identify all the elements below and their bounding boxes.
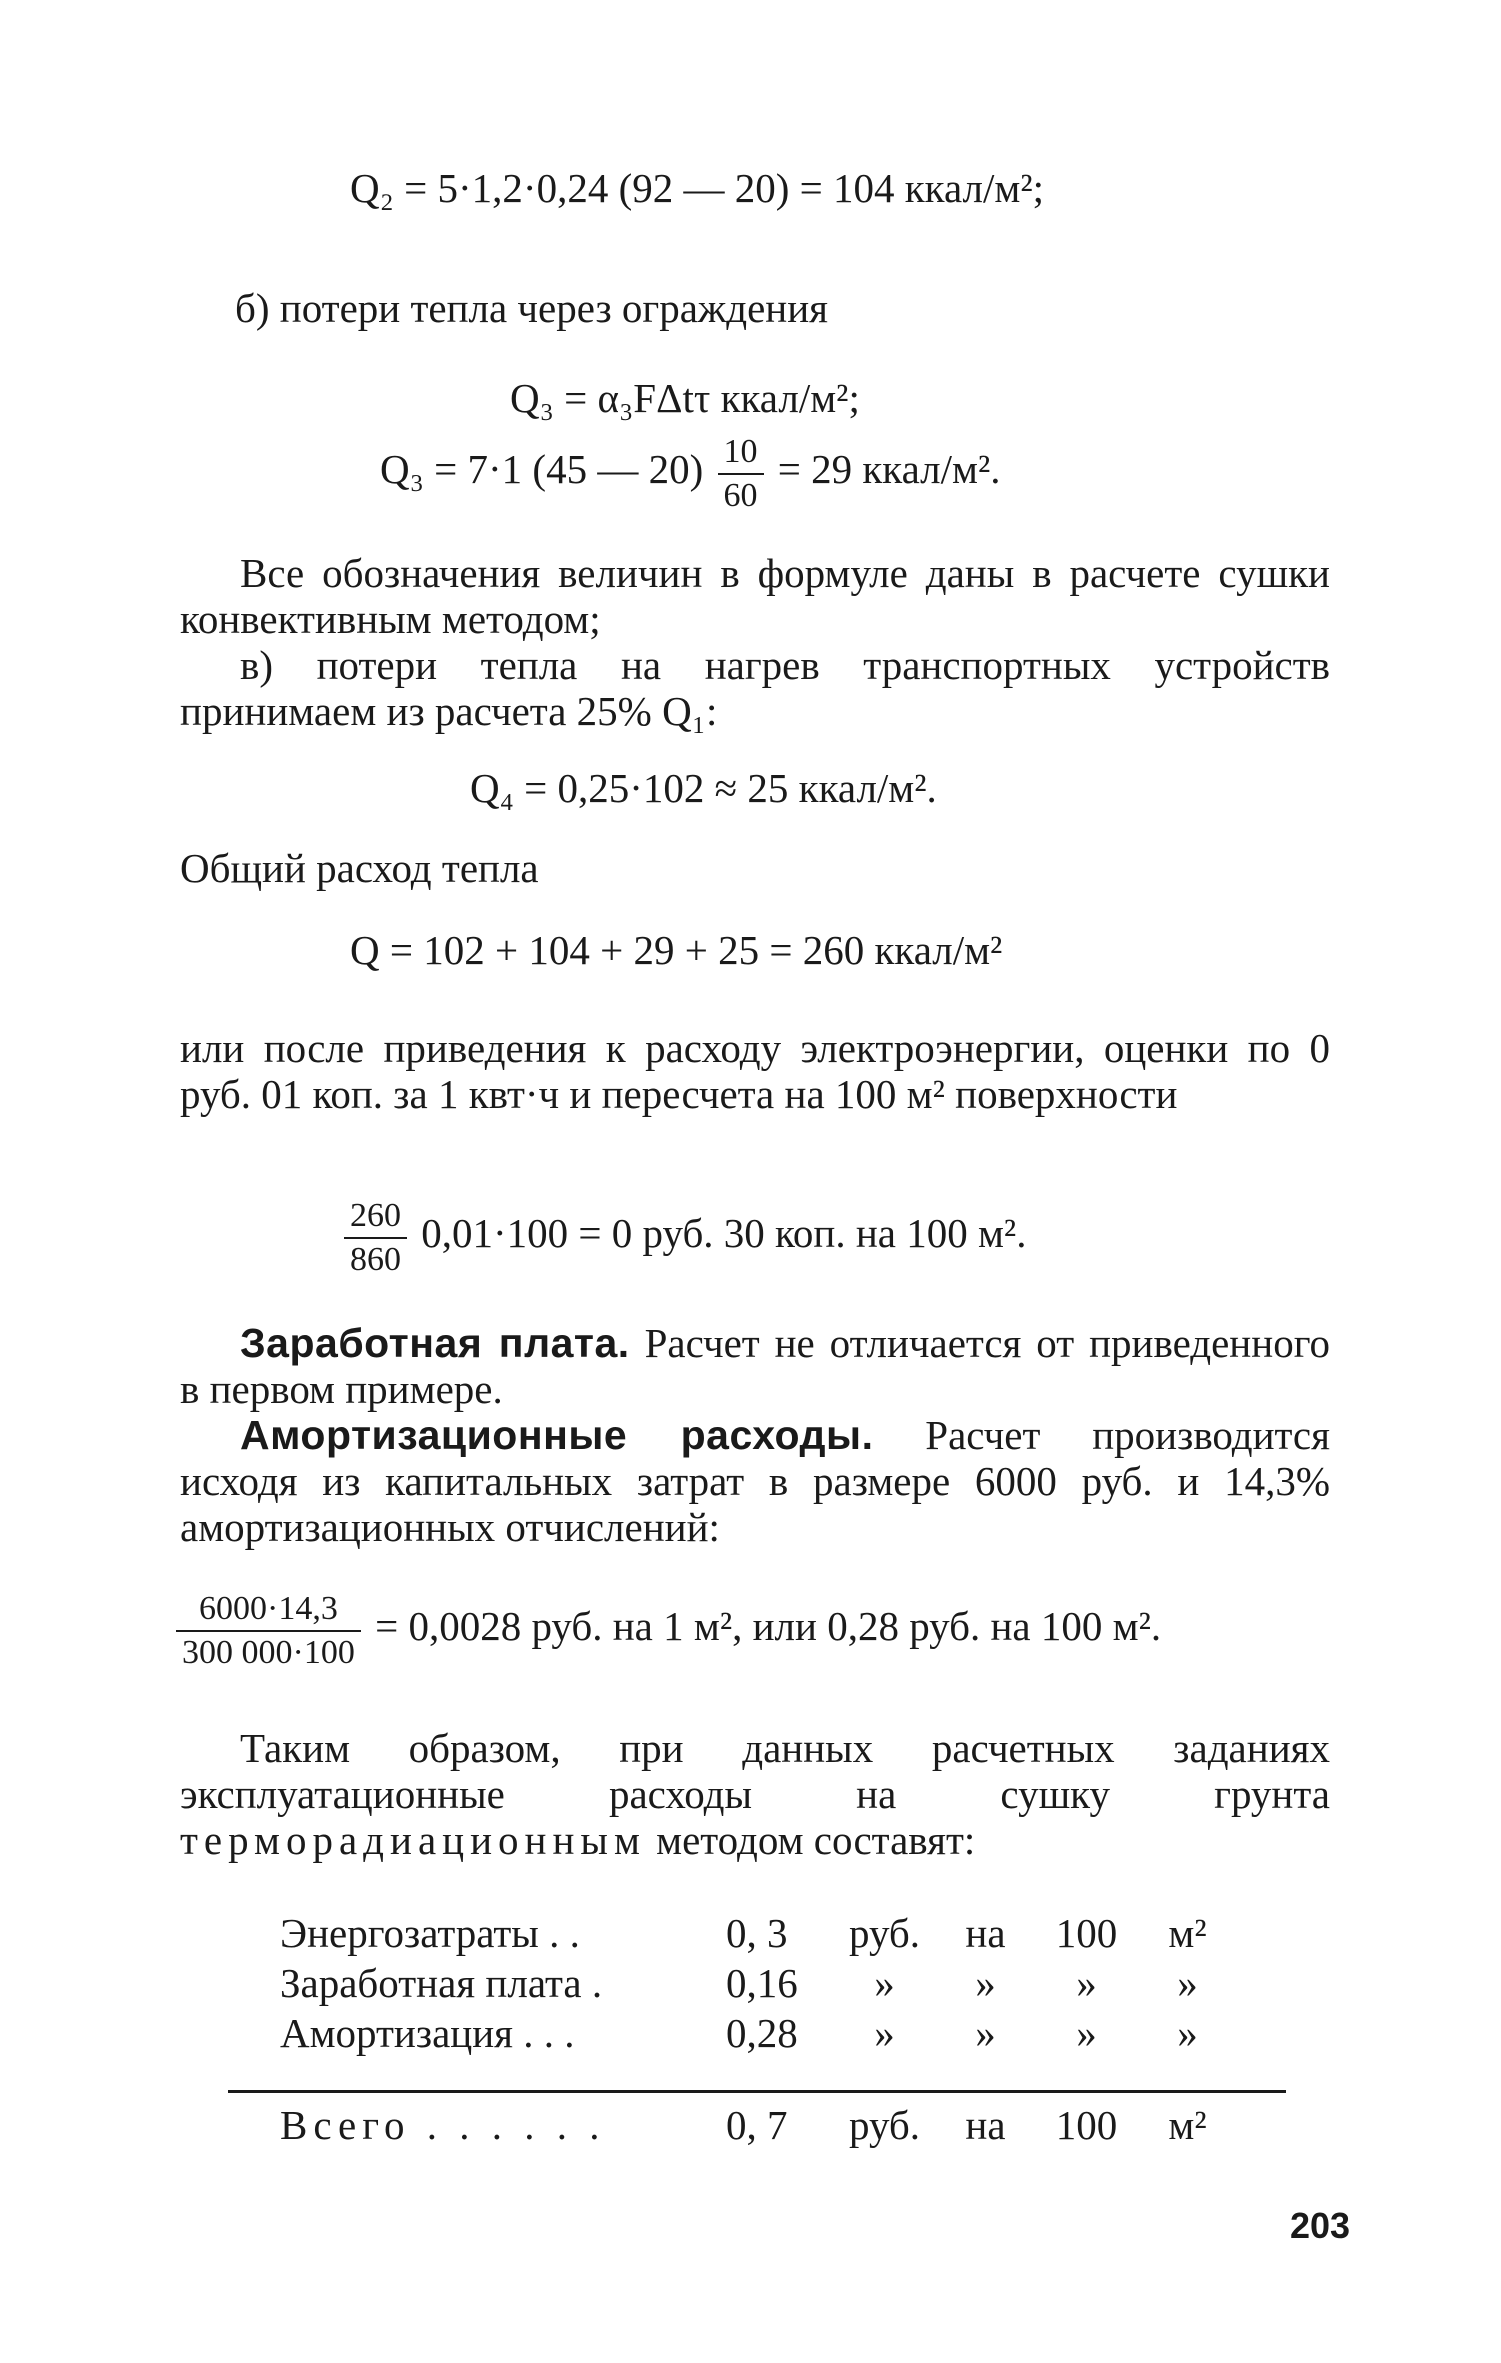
- formula-q-total: Q = 102 + 104 + 29 + 25 = 260 ккал/м²: [350, 927, 1003, 973]
- cost-item-amount: 100: [1055, 1910, 1118, 1956]
- cost-item-per: на: [965, 2102, 1006, 2148]
- cost-item-area: м²: [1168, 2102, 1207, 2148]
- cost-item-value: 0, 3: [726, 1910, 788, 1956]
- item-b-heat-loss-walls: б) потери тепла через ограждения: [235, 285, 829, 331]
- cost-total-row: [270, 2058, 1238, 2150]
- cost-item-area: »: [1177, 1960, 1198, 2006]
- item-v-transport-heat: в) потери тепла на нагрев транспортных устройств принимаем из расчета 25% Q₁:: [180, 642, 1330, 734]
- total-heat-label: Общий расход тепла: [180, 845, 539, 891]
- formula-q3-general: Q₃ = α₃FΔtτ ккал/м²;: [510, 375, 860, 421]
- cost-row: [270, 1958, 1238, 2008]
- cost-row: [270, 1908, 1238, 1958]
- amortization-numerator: 6000·14,3: [176, 1591, 361, 1632]
- cost-item-area: м²: [1168, 1910, 1207, 1956]
- formula-q2: Q₂ = 5·1,2·0,24 (92 — 20) = 104 ккал/м²;: [350, 165, 1045, 211]
- cost-item-unit: руб.: [848, 2102, 921, 2148]
- operating-cost-table: [270, 1908, 1238, 2150]
- cost-item-amount: »: [1076, 2010, 1097, 2056]
- cost-item-per: »: [975, 2010, 996, 2056]
- cost-item-amount: 100: [1055, 2102, 1118, 2148]
- amortization-denominator: 300 000·100: [182, 1633, 355, 1671]
- cost-item-per: на: [965, 1910, 1006, 1956]
- cost-item-unit: руб.: [848, 1910, 921, 1956]
- cost-fraction: [344, 1198, 407, 1278]
- formula-amortization: [172, 1585, 1161, 1671]
- page-number: 203: [1290, 2205, 1351, 2246]
- cost-item-name: Всего . . . . . .: [280, 2102, 606, 2148]
- paragraph-summary: Таким образом, при данных расчетных заданиях эксплуатационные расходы на сушку грунта терморадиационным методом составят:: [180, 1725, 1330, 1863]
- cost-item-unit: »: [874, 2010, 895, 2056]
- summary-method-emphasis: терморадиационным: [180, 1817, 646, 1863]
- wages-heading: Заработная плата.: [240, 1320, 630, 1366]
- cost-item-amount: »: [1076, 1960, 1097, 2006]
- cost-row: [270, 2008, 1238, 2058]
- formula-q3-rhs: = 29 ккал/м².: [777, 446, 1001, 492]
- cost-item-name: Энергозатраты . .: [280, 1910, 580, 1956]
- formula-q3: [380, 428, 1001, 514]
- cost-item-name: Амортизация . . .: [280, 2010, 575, 2056]
- cost-item-value: 0, 7: [726, 2102, 788, 2148]
- cost-item-value: 0,28: [726, 2010, 798, 2056]
- cost-item-value: 0,16: [726, 1960, 798, 2006]
- cost-rhs: 0,01·100 = 0 руб. 30 коп. на 100 м².: [421, 1210, 1027, 1256]
- paragraph-electricity-conversion: или после приведения к расходу электроэнергии, оценки по 0 руб. 01 коп. за 1 квт·ч и пересчета на 100 м² поверхности: [180, 1025, 1330, 1117]
- amortization-rhs: = 0,0028 руб. на 1 м², или 0,28 руб. на 100 м².: [375, 1603, 1162, 1649]
- formula-cost-energy: [340, 1192, 1026, 1278]
- cost-numerator: 260: [344, 1198, 407, 1239]
- paragraph-notation: Все обозначения величин в формуле даны в расчете сушки конвективным методом;: [180, 550, 1330, 642]
- cost-item-per: »: [975, 1960, 996, 2006]
- cost-item-area: »: [1177, 2010, 1198, 2056]
- paragraph-wages: Заработная плата. Расчет не отличается от приведенного в первом примере.: [180, 1320, 1330, 1412]
- formula-q3-numerator: 10: [718, 434, 764, 475]
- amortization-heading: Амортизационные расходы.: [240, 1412, 874, 1458]
- cost-item-unit: »: [874, 1960, 895, 2006]
- formula-q3-denominator: 60: [723, 476, 758, 514]
- cost-item-name: Заработная плата .: [280, 1960, 603, 2006]
- paragraph-amortization: Амортизационные расходы. Расчет производится исходя из капитальных затрат в размере 6000 руб. и 14,3% амортизационных отчислений:: [180, 1412, 1330, 1550]
- total-divider: [228, 2090, 1286, 2093]
- formula-q3-fraction: [718, 434, 764, 514]
- amortization-fraction: [176, 1591, 361, 1671]
- formula-q3-lhs: Q₃ = 7·1 (45 — 20): [380, 446, 704, 492]
- cost-denominator: 860: [350, 1240, 401, 1278]
- formula-q4: Q₄ = 0,25·102 ≈ 25 ккал/м².: [470, 765, 937, 811]
